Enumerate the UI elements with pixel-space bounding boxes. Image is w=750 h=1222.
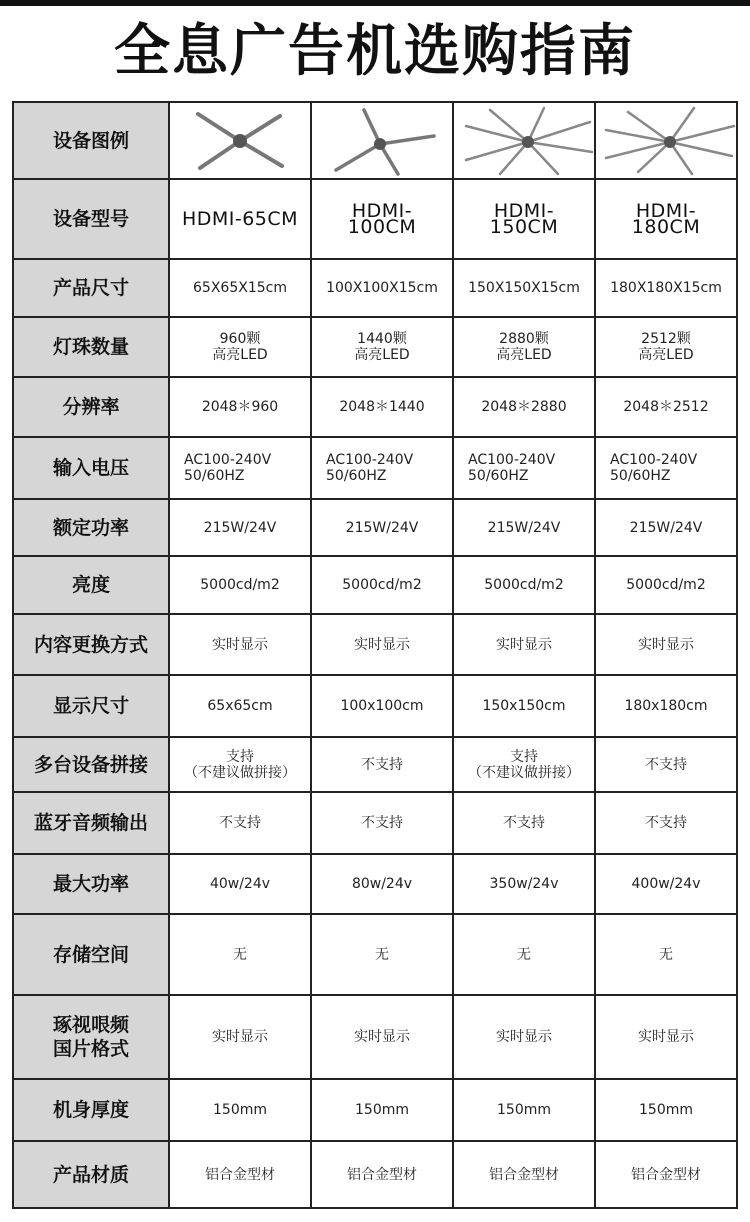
device-image-cell	[169, 102, 311, 179]
row-storage	[13, 914, 737, 995]
row-label: 分辨率	[13, 377, 169, 437]
storage-cell: 无	[311, 914, 453, 995]
page-title: 全息广告机选购指南	[114, 19, 636, 84]
model-cell: HDMI-150CM	[453, 179, 595, 259]
bluetooth-cell: 不支持	[311, 792, 453, 854]
material-cell: 铝合金型材	[169, 1141, 311, 1208]
row-label: 产品尺寸	[13, 259, 169, 317]
video-format-cell: 实时显示	[453, 995, 595, 1079]
led-text	[460, 331, 588, 363]
video-format-cell: 实时显示	[311, 995, 453, 1079]
row-brightness	[13, 556, 737, 614]
size-cell: 180X180X15cm	[595, 259, 737, 317]
led-type: 高亮LED	[354, 347, 410, 363]
splicing-text	[602, 757, 730, 773]
resolution-cell: 2048＊1440	[311, 377, 453, 437]
device-image-cell	[595, 102, 737, 179]
row-splicing	[13, 737, 737, 792]
row-voltage	[13, 437, 737, 499]
content-update-cell: 实时显示	[311, 614, 453, 675]
row-max-power	[13, 854, 737, 914]
row-label: 机身厚度	[13, 1079, 169, 1141]
row-label: 显示尺寸	[13, 675, 169, 737]
row-bluetooth	[13, 792, 737, 854]
model-cell: HDMI-180CM	[595, 179, 737, 259]
splicing-text	[318, 757, 446, 773]
rated-power-cell: 215W/24V	[453, 499, 595, 556]
video-format-cell: 实时显示	[595, 995, 737, 1079]
led-count: 2880颗	[499, 331, 549, 347]
led-cell	[453, 317, 595, 377]
model-cell: HDMI-100CM	[311, 179, 453, 259]
voltage-cell	[169, 437, 311, 499]
voltage-frequency: 50/60HZ	[326, 468, 387, 484]
led-cell	[311, 317, 453, 377]
row-content-update	[13, 614, 737, 675]
voltage-cell	[595, 437, 737, 499]
voltage-text	[184, 452, 296, 484]
material-cell: 铝合金型材	[311, 1141, 453, 1208]
voltage-cell	[453, 437, 595, 499]
thickness-cell: 150mm	[453, 1079, 595, 1141]
row-label: 蓝牙音频输出	[13, 792, 169, 854]
spec-table	[12, 101, 738, 1209]
row-label: 输入电压	[13, 437, 169, 499]
max-power-cell: 350w/24v	[453, 854, 595, 914]
row-label: 灯珠数量	[13, 317, 169, 377]
row-label: 最大功率	[13, 854, 169, 914]
row-label: 产品材质	[13, 1141, 169, 1208]
thickness-cell: 150mm	[169, 1079, 311, 1141]
video-format-cell: 实时显示	[169, 995, 311, 1079]
voltage-range: AC100-240V	[326, 452, 414, 468]
splicing-support: 不支持	[361, 756, 403, 773]
splicing-support: 支持	[510, 748, 538, 765]
display-size-cell: 150x150cm	[453, 675, 595, 737]
thickness-cell: 150mm	[595, 1079, 737, 1141]
storage-cell: 无	[453, 914, 595, 995]
eight-blade-fan-icon	[460, 106, 595, 176]
led-type: 高亮LED	[212, 347, 268, 363]
bluetooth-cell: 不支持	[169, 792, 311, 854]
row-label: 设备图例	[13, 102, 169, 179]
storage-cell: 无	[169, 914, 311, 995]
led-cell	[169, 317, 311, 377]
display-size-cell: 100x100cm	[311, 675, 453, 737]
resolution-cell: 2048＊960	[169, 377, 311, 437]
splicing-support: 不支持	[645, 756, 687, 773]
row-label: 存储空间	[13, 914, 169, 995]
row-video-format	[13, 995, 737, 1079]
content-update-cell: 实时显示	[453, 614, 595, 675]
row-device-image	[13, 102, 737, 179]
row-resolution	[13, 377, 737, 437]
splicing-cell	[169, 737, 311, 792]
voltage-text	[610, 452, 722, 484]
display-size-cell: 65x65cm	[169, 675, 311, 737]
row-model	[13, 179, 737, 259]
row-label	[13, 995, 169, 1079]
content-update-cell: 实时显示	[169, 614, 311, 675]
led-count: 1440颗	[357, 331, 407, 347]
resolution-cell: 2048＊2880	[453, 377, 595, 437]
voltage-cell	[311, 437, 453, 499]
row-thickness	[13, 1079, 737, 1141]
row-label: 亮度	[13, 556, 169, 614]
max-power-cell: 400w/24v	[595, 854, 737, 914]
material-cell: 铝合金型材	[595, 1141, 737, 1208]
size-cell: 100X100X15cm	[311, 259, 453, 317]
splicing-cell	[311, 737, 453, 792]
brightness-cell: 5000cd/m2	[311, 556, 453, 614]
voltage-text	[468, 452, 580, 484]
led-text	[318, 331, 446, 363]
row-size	[13, 259, 737, 317]
eight-blade-fan-icon	[602, 106, 737, 176]
voltage-range: AC100-240V	[610, 452, 698, 468]
voltage-range: AC100-240V	[468, 452, 556, 468]
three-blade-fan-icon	[322, 106, 442, 176]
display-size-cell: 180x180cm	[595, 675, 737, 737]
storage-cell: 无	[595, 914, 737, 995]
splicing-support: 支持	[226, 748, 254, 765]
led-text	[602, 331, 730, 363]
device-image-cell	[453, 102, 595, 179]
resolution-cell: 2048＊2512	[595, 377, 737, 437]
rated-power-cell: 215W/24V	[169, 499, 311, 556]
row-label: 设备型号	[13, 179, 169, 259]
splicing-cell	[595, 737, 737, 792]
led-cell	[595, 317, 737, 377]
splicing-note: （不建议做拼接）	[468, 764, 580, 781]
voltage-range: AC100-240V	[184, 452, 272, 468]
row-label: 内容更换方式	[13, 614, 169, 675]
splicing-note: （不建议做拼接）	[184, 764, 296, 781]
device-image-cell	[311, 102, 453, 179]
max-power-cell: 80w/24v	[311, 854, 453, 914]
voltage-text	[326, 452, 438, 484]
row-label-line: 国片格式	[52, 1038, 129, 1060]
led-text	[176, 331, 304, 363]
splicing-cell	[453, 737, 595, 792]
led-type: 高亮LED	[496, 347, 552, 363]
bluetooth-cell: 不支持	[595, 792, 737, 854]
material-cell: 铝合金型材	[453, 1141, 595, 1208]
voltage-frequency: 50/60HZ	[468, 468, 529, 484]
led-type: 高亮LED	[638, 347, 694, 363]
size-cell: 65X65X15cm	[169, 259, 311, 317]
row-display-size	[13, 675, 737, 737]
max-power-cell: 40w/24v	[169, 854, 311, 914]
row-label: 额定功率	[13, 499, 169, 556]
led-count: 960颗	[219, 331, 261, 347]
bluetooth-cell: 不支持	[453, 792, 595, 854]
four-blade-fan-icon	[180, 106, 300, 176]
brightness-cell: 5000cd/m2	[453, 556, 595, 614]
row-rated-power	[13, 499, 737, 556]
row-label: 多台设备拼接	[13, 737, 169, 792]
thickness-cell: 150mm	[311, 1079, 453, 1141]
row-led-count	[13, 317, 737, 377]
content-update-cell: 实时显示	[595, 614, 737, 675]
row-material	[13, 1141, 737, 1208]
splicing-text	[460, 749, 588, 781]
model-cell: HDMI-65CM	[169, 179, 311, 259]
splicing-text	[176, 749, 304, 781]
led-count: 2512颗	[641, 331, 691, 347]
brightness-cell: 5000cd/m2	[169, 556, 311, 614]
voltage-frequency: 50/60HZ	[184, 468, 245, 484]
size-cell: 150X150X15cm	[453, 259, 595, 317]
rated-power-cell: 215W/24V	[311, 499, 453, 556]
row-label-line: 琢视哏频	[52, 1014, 129, 1036]
voltage-frequency: 50/60HZ	[610, 468, 671, 484]
top-bar	[0, 0, 750, 6]
rated-power-cell: 215W/24V	[595, 499, 737, 556]
brightness-cell: 5000cd/m2	[595, 556, 737, 614]
